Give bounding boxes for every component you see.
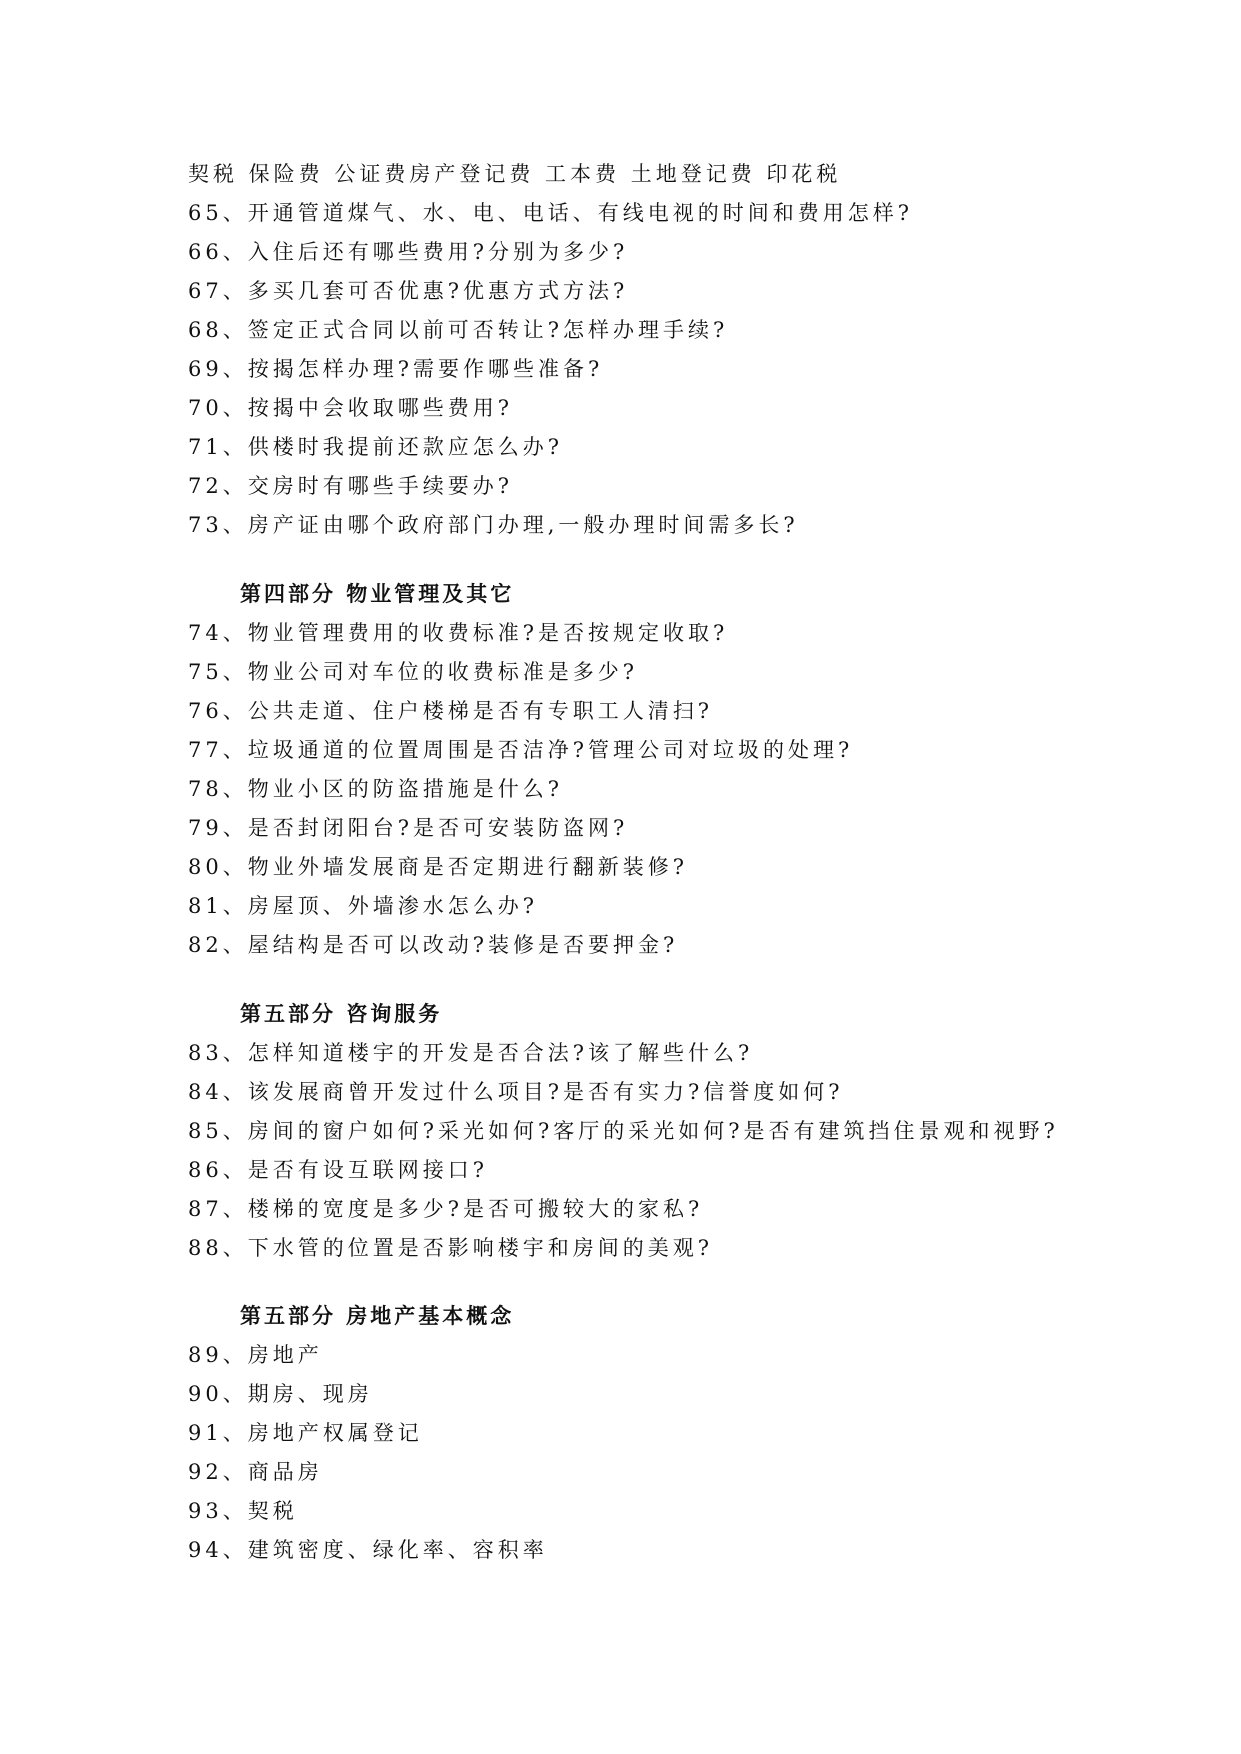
list-item: 67、多买几套可否优惠?优惠方式方法? [188, 279, 629, 303]
list-item: 73、房产证由哪个政府部门办理,一般办理时间需多长? [188, 513, 799, 537]
section-heading-basic-concepts: 第五部分 房地产基本概念 [240, 1303, 515, 1328]
section-heading-property-management: 第四部分 物业管理及其它 [240, 581, 515, 606]
list-item: 94、建筑密度、绿化率、容积率 [188, 1538, 548, 1562]
list-item: 70、按揭中会收取哪些费用? [188, 396, 513, 420]
list-item: 72、交房时有哪些手续要办? [188, 474, 513, 498]
list-item: 87、楼梯的宽度是多少?是否可搬较大的家私? [188, 1197, 704, 1221]
list-item: 69、按揭怎样办理?需要作哪些准备? [188, 357, 604, 381]
fee-list-line: 契税 保险费 公证费房产登记费 工本费 土地登记费 印花税 [188, 162, 842, 186]
list-item: 83、怎样知道楼宇的开发是否合法?该了解些什么? [188, 1041, 754, 1065]
list-item: 84、该发展商曾开发过什么项目?是否有实力?信誉度如何? [188, 1080, 844, 1104]
list-item: 78、物业小区的防盗措施是什么? [188, 777, 563, 801]
list-item: 76、公共走道、住户楼梯是否有专职工人清扫? [188, 699, 713, 723]
list-item: 90、期房、现房 [188, 1382, 373, 1406]
list-item: 85、房间的窗户如何?采光如何?客厅的采光如何?是否有建筑挡住景观和视野? [188, 1119, 1059, 1143]
list-item: 92、商品房 [188, 1460, 323, 1484]
list-item: 74、物业管理费用的收费标准?是否按规定收取? [188, 621, 729, 645]
list-item: 65、开通管道煤气、水、电、电话、有线电视的时间和费用怎样? [188, 201, 913, 225]
list-item: 86、是否有设互联网接口? [188, 1158, 488, 1182]
list-item: 68、签定正式合同以前可否转让?怎样办理手续? [188, 318, 729, 342]
list-item: 89、房地产 [188, 1343, 323, 1367]
list-item: 82、屋结构是否可以改动?装修是否要押金? [188, 933, 679, 957]
list-item: 81、房屋顶、外墙渗水怎么办? [188, 894, 538, 918]
list-item: 66、入住后还有哪些费用?分别为多少? [188, 240, 629, 264]
section-heading-consulting: 第五部分 咨询服务 [240, 1001, 443, 1026]
list-item: 80、物业外墙发展商是否定期进行翻新装修? [188, 855, 688, 879]
list-item: 88、下水管的位置是否影响楼宇和房间的美观? [188, 1236, 713, 1260]
list-item: 93、契税 [188, 1499, 298, 1523]
list-item: 77、垃圾通道的位置周围是否洁净?管理公司对垃圾的处理? [188, 738, 854, 762]
list-item: 75、物业公司对车位的收费标准是多少? [188, 660, 638, 684]
list-item: 91、房地产权属登记 [188, 1421, 423, 1445]
list-item: 79、是否封闭阳台?是否可安装防盗网? [188, 816, 629, 840]
list-item: 71、供楼时我提前还款应怎么办? [188, 435, 563, 459]
